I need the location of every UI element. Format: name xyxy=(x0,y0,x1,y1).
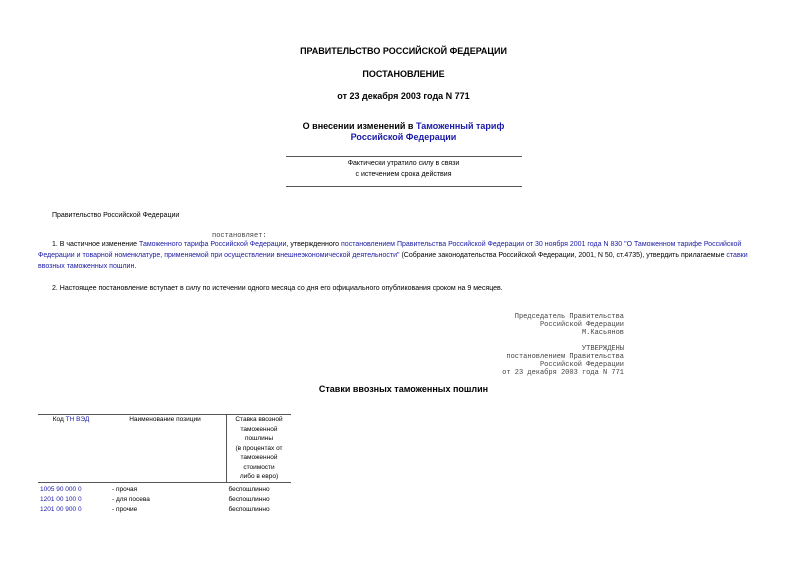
approved-block xyxy=(502,345,624,377)
p1-text-b: , утвержденного xyxy=(286,241,342,248)
doc-type-heading: ПОСТАНОВЛЕНИЕ xyxy=(362,69,445,79)
column-header-name: Наименование позиции xyxy=(104,415,227,483)
approved-line-4: от 23 декабря 2003 года N 771 xyxy=(502,369,624,377)
russian-federation-link[interactable]: Российской Федерации xyxy=(350,132,457,142)
approved-line-3: Российской Федерации xyxy=(539,361,624,369)
table-row xyxy=(38,495,291,505)
code-header-prefix: Код xyxy=(52,416,66,423)
signature-line-1: Председатель Правительства xyxy=(514,313,624,321)
government-heading: ПРАВИТЕЛЬСТВО РОССИЙСКОЙ ФЕДЕРАЦИИ xyxy=(300,46,507,56)
title-prefix: О внесении изменений в xyxy=(302,121,416,131)
customs-tariff-link[interactable]: Таможенный тариф xyxy=(415,121,505,131)
import-duty-rates-link[interactable]: ставки ввозных таможенных пошлин xyxy=(38,252,748,270)
signature-line-2: Российской Федерации xyxy=(539,321,624,329)
rate-header-line-4: таможенной xyxy=(240,454,278,461)
signature-block xyxy=(515,313,624,337)
document-title xyxy=(0,121,807,143)
issuer-text: Правительство Российской Федерации xyxy=(52,212,180,219)
p1-text-c: (Собрание законодательства Российской Федерации, 2001, N 50, ст.4735), утвердить прилагаемые xyxy=(399,252,727,259)
rate-header-line-2: таможенной пошлины xyxy=(240,425,278,442)
rate-header-line-1: Ставка ввозной xyxy=(235,416,283,423)
rate-cell: беспошлинно xyxy=(228,505,270,513)
paragraph-2: 2. Настоящее постановление вступает в силу по истечении одного месяца со дня его официального опубликования сроком на 9 месяцев. xyxy=(52,285,503,292)
rate-header-line-6: либо в евро) xyxy=(239,473,279,480)
approved-line-2: постановлением Правительства xyxy=(506,353,624,361)
column-header-rate xyxy=(227,415,292,483)
status-note xyxy=(0,158,807,180)
approved-line-1: УТВЕРЖДЕНЫ xyxy=(581,345,624,353)
p1-text-d: . xyxy=(134,263,137,270)
rates-title: Ставки ввозных таможенных пошлин xyxy=(318,384,489,394)
rate-cell: беспошлинно xyxy=(228,495,270,503)
status-line-1: Фактически утратило силу в связи xyxy=(347,160,460,167)
signature-line-3: М.Касьянов xyxy=(581,329,624,337)
rate-header-line-5: стоимости xyxy=(243,463,275,471)
rate-header-line-3: (в процентах от xyxy=(235,444,283,452)
divider-bottom xyxy=(286,186,522,187)
name-cell: - для посева xyxy=(112,495,150,503)
customs-tariff-reference-link[interactable]: Таможенного тарифа Российской Федерации xyxy=(139,241,287,248)
table-row xyxy=(38,505,291,515)
date-number-heading: от 23 декабря 2003 года N 771 xyxy=(337,91,470,101)
rates-table xyxy=(38,414,291,515)
table-header-row xyxy=(38,415,291,483)
name-cell: - прочая xyxy=(112,485,138,493)
code-link[interactable]: 1201 00 100 0 xyxy=(40,495,82,503)
table-row xyxy=(38,482,291,495)
column-header-code xyxy=(38,415,104,483)
code-cell xyxy=(38,495,104,505)
code-cell xyxy=(38,505,104,515)
code-cell xyxy=(38,482,104,495)
decides-text: постановляет: xyxy=(212,232,267,240)
status-line-2: с истечением срока действия xyxy=(355,171,452,178)
paragraph-1 xyxy=(38,239,772,272)
name-cell: - прочие xyxy=(112,505,138,513)
divider-top xyxy=(286,156,522,157)
code-link[interactable]: 1201 00 900 0 xyxy=(40,505,82,513)
code-link[interactable]: 1005 90 000 0 xyxy=(40,485,82,493)
p1-text-a: 1. В частичное изменение xyxy=(52,241,139,248)
tn-ved-link[interactable]: ТН ВЭД xyxy=(65,416,90,423)
rate-cell: беспошлинно xyxy=(228,485,270,493)
resolution-830-link[interactable]: постановлением Правительства Российской Федерации от 30 ноября 2001 года N 830 "О Таможенном тарифе Российской Федерации и товарной номенклатуре, применяемой при осуществлении внешнеэкономической деятельности" xyxy=(38,241,742,259)
